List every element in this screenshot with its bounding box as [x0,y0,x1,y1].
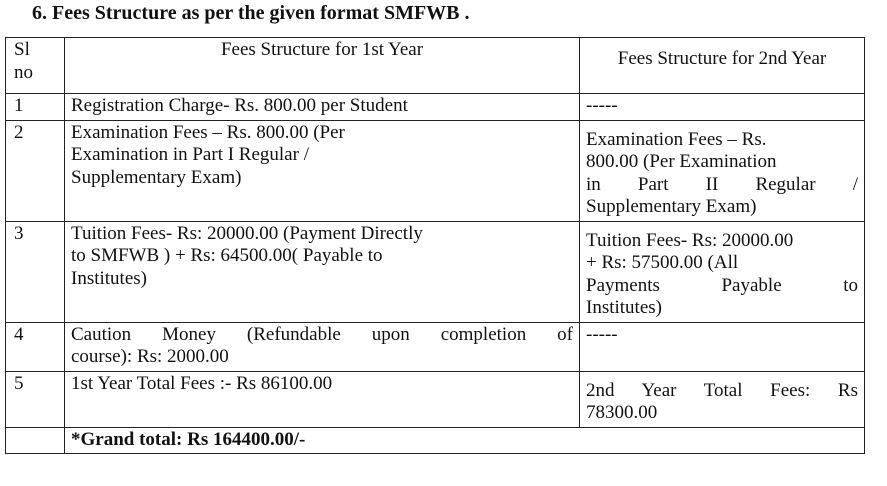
section-heading: 6. Fees Structure as per the given format SMFWB . [32,2,470,24]
fee-line: Tuition Fees- Rs: 20000.00 (Payment Directly [71,222,423,244]
year1-fees [65,322,580,371]
table-row [6,371,865,427]
fee-line: Examination Fees – Rs. [586,128,767,150]
year2-fees [580,322,865,371]
header-year1: Fees Structure for 1st Year [65,38,580,94]
header-no: no [14,61,33,83]
year1-fees [65,371,580,427]
grand-total-sl [6,427,65,454]
year2-fees [580,371,865,427]
year2-fees [580,221,865,322]
year1-fees [65,94,580,121]
table-header-row [6,38,865,94]
fee-line: Supplementary Exam) [71,166,242,188]
table-row [6,322,865,371]
table-row [6,221,865,322]
year1-fees [65,221,580,322]
fee-line: in Part II Regular / [586,173,858,195]
header-sl-no [6,38,65,94]
fee-line: course): Rs: 2000.00 [71,346,229,367]
fee-line: + Rs: 57500.00 (All [586,252,739,273]
fees-structure-table [5,37,865,454]
header-year2: Fees Structure for 2nd Year [580,38,865,94]
fee-line: Payments Payable to [586,274,858,296]
fee-line: Institutes) [586,297,662,318]
year2-fees [580,120,865,221]
fee-line: Institutes) [71,267,147,289]
fee-line: ----- [586,323,618,345]
fee-line: 800.00 (Per Examination [586,151,777,172]
sl-no: 4 [6,322,65,371]
sl-no: 5 [6,371,65,427]
table-row [6,120,865,221]
fee-line: Tuition Fees- Rs: 20000.00 [586,229,794,251]
sl-no: 2 [6,120,65,221]
fee-line: Registration Charge- Rs. 800.00 per Student [71,95,408,116]
year2-fees [580,94,865,121]
year1-fees [65,120,580,221]
fee-line: 78300.00 [586,402,658,423]
fee-line: 2nd Year Total Fees: Rs [586,379,858,401]
fee-line: 1st Year Total Fees :- Rs 86100.00 [71,372,333,394]
fee-line: Supplementary Exam) [586,196,757,217]
sl-no: 3 [6,221,65,322]
sl-no: 1 [6,94,65,121]
fee-line: Examination in Part I Regular / [71,144,309,165]
grand-total: *Grand total: Rs 164400.00/- [65,427,865,454]
fee-line: ----- [586,95,618,116]
table-row [6,94,865,121]
grand-total-row [6,427,865,454]
header-sl: Sl [14,39,30,60]
fee-line: Examination Fees – Rs. 800.00 (Per [71,121,345,143]
fee-line: to SMFWB ) + Rs: 64500.00( Payable to [71,245,383,266]
fee-line: Caution Money (Refundable upon completion of [71,323,573,345]
